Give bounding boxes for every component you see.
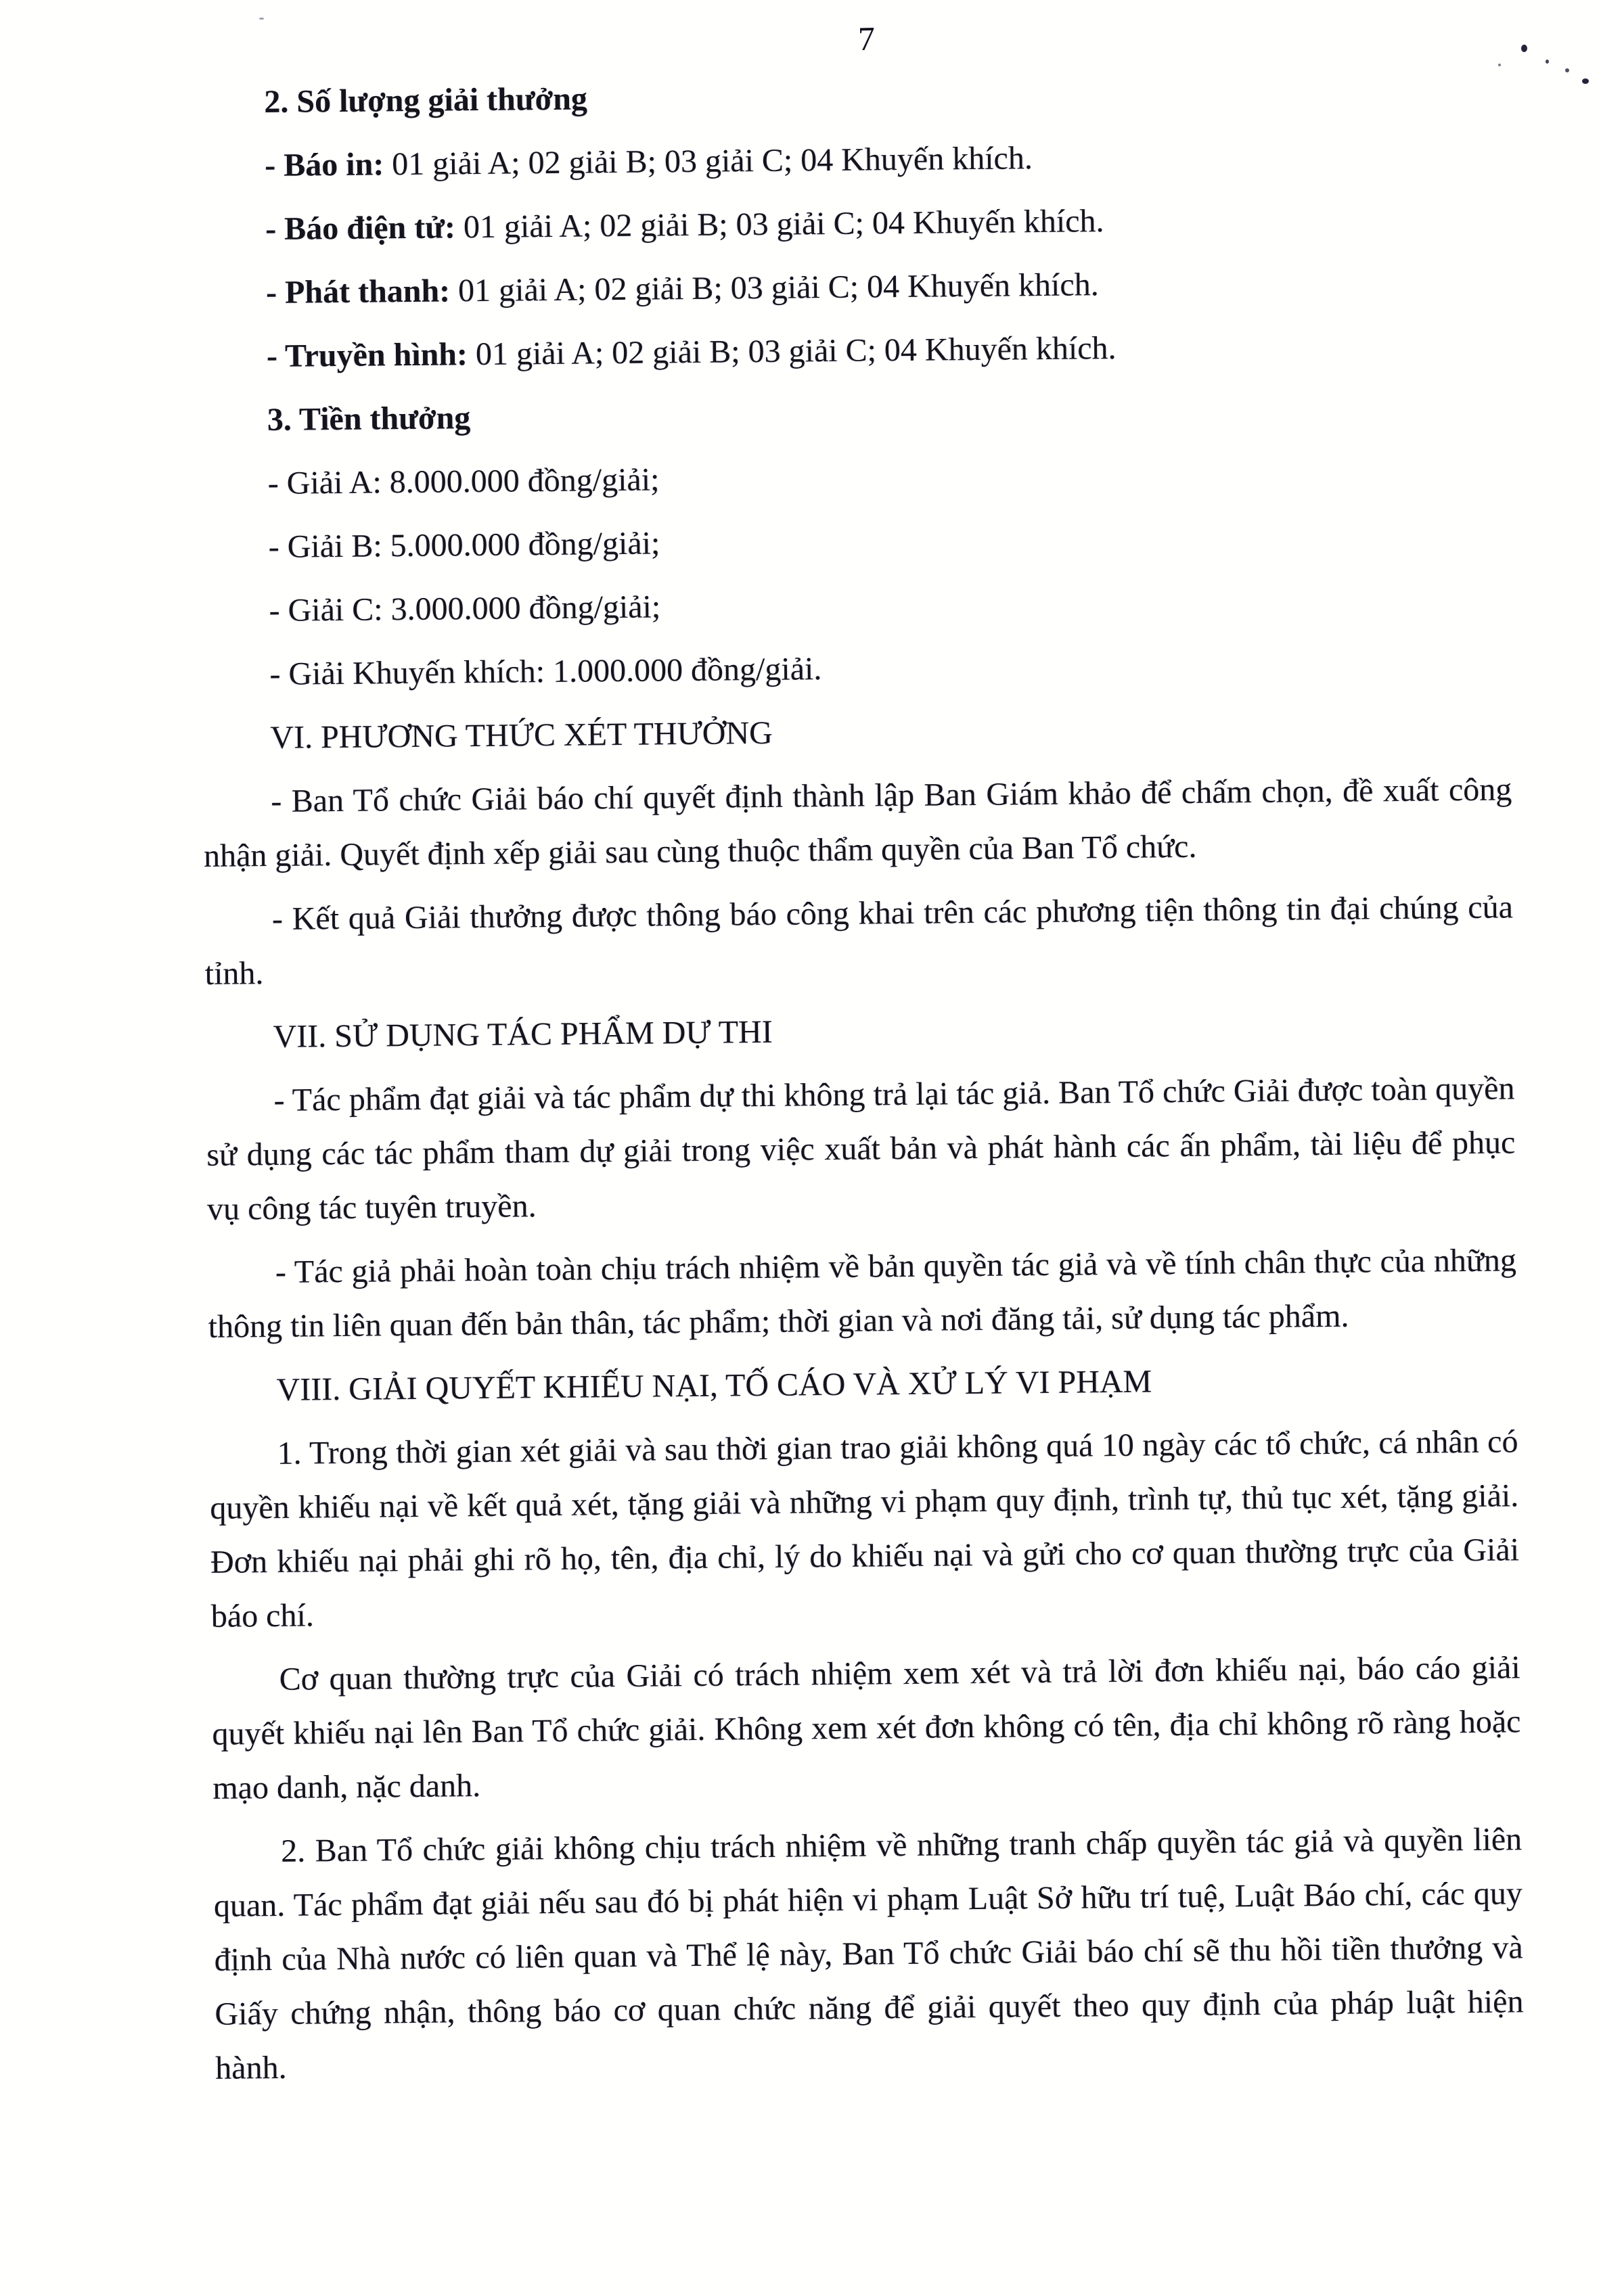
section-heading-vi [202, 699, 1512, 766]
section-heading-vii [205, 998, 1514, 1065]
list-item-bao-in [197, 127, 1506, 193]
text-run: - Ban Tổ chức Giải báo chí quyết định thành lập Ban Giám khảo để chấm chọn, đề xuất công nhận giải. Quyết định xếp giải sau cùng thuộc thẩm quyền của Ban Tổ chức. [203, 771, 1512, 874]
paragraph [204, 880, 1514, 1001]
text-run: - Kết quả Giải thưởng được thông báo công khai trên các phương tiện thông tin đại chúng của tỉnh. [204, 889, 1514, 992]
text-run: VIII. GIẢI QUYẾT KHIẾU NẠI, TỐ CÁO VÀ XỬ LÝ VI PHẠM [276, 1363, 1152, 1408]
paragraph [209, 1415, 1520, 1644]
bold-run: - Phát thanh: [265, 273, 451, 311]
list-item-truyen-hinh [199, 317, 1508, 384]
paragraph [211, 1640, 1521, 1816]
paragraph [208, 1233, 1517, 1354]
text-run: VI. PHƯƠNG THỨC XÉT THƯỞNG [270, 714, 773, 756]
bold-run: 3. Tiền thưởng [267, 400, 471, 438]
text-run: 01 giải A; 02 giải B; 03 giải C; 04 Khuyến khích. [467, 329, 1117, 373]
list-item-bao-dien-tu [198, 190, 1507, 257]
scan-speck [1546, 60, 1549, 64]
text-run: - Giải Khuyến khích: 1.000.000 đồng/giải. [269, 651, 822, 692]
text-run: - Giải C: 3.000.000 đồng/giải; [269, 589, 661, 629]
text-run: - Giải B: 5.000.000 đồng/giải; [268, 525, 660, 566]
bold-run: 2. Số lượng giải thưởng [264, 81, 588, 120]
heading-so-luong-giai-thuong [196, 63, 1506, 130]
list-item-giai-khuyen-khich [202, 635, 1511, 702]
paragraph [206, 1061, 1516, 1237]
scan-speck [259, 18, 264, 20]
scan-speck [1582, 78, 1589, 84]
list-item-giai-a [200, 444, 1509, 511]
section-heading-viii [208, 1351, 1518, 1418]
text-run: - Tác phẩm đạt giải và tác phẩm dự thi không trả lại tác giả. Ban Tổ chức Giải được toàn quyền sử dụng các tác phẩm tham dự giải trong việc xuất bản và phát hành các ấn phẩm, tài liệu để phục vụ công tác tuyên truyền. [206, 1070, 1516, 1227]
scan-speck [1565, 68, 1569, 72]
list-item-giai-c [201, 572, 1510, 639]
text-run: Cơ quan thường trực của Giải có trách nhiệm xem xét và trả lời đơn khiếu nại, báo cáo giải quyết khiếu nại lên Ban Tổ chức giải. Không xem xét đơn không có tên, địa chỉ không rõ ràng hoặc mạo danh, nặc danh. [212, 1649, 1521, 1806]
document-body [196, 63, 1525, 2105]
list-item-phat-thanh [198, 254, 1508, 321]
text-run: 01 giải A; 02 giải B; 03 giải C; 04 Khuyến khích. [449, 267, 1099, 309]
text-run: 1. Trong thời gian xét giải và sau thời gian trao giải không quá 10 ngày các tổ chức, cá nhân có quyền khiếu nại về kết quả xét, tặng giải và những vi phạm quy định, trình tự, thủ tục xét, tặng giải. Đơn khiếu nại phải ghi rõ họ, tên, địa chỉ, lý do khiếu nại và gửi cho cơ quan thường trực của Giải báo chí. [210, 1423, 1520, 1634]
page-number: 7 [857, 19, 876, 58]
list-item-giai-b [200, 508, 1510, 575]
text-run: VII. SỬ DỤNG TÁC PHẨM DỰ THI [273, 1013, 773, 1055]
text-run: - Giải A: 8.000.000 đồng/giải; [267, 461, 660, 502]
heading-tien-thuong [200, 381, 1509, 448]
bold-run: - Truyền hình: [266, 336, 468, 375]
paragraph [213, 1812, 1525, 2096]
text-run: - Tác giả phải hoàn toàn chịu trách nhiệm về bản quyền tác giả và về tính chân thực của những thông tin liên quan đến bản thân, tác phẩm; thời gian và nơi đăng tải, sử dụng tác phẩm. [208, 1242, 1517, 1345]
text-run: 2. Ban Tổ chức giải không chịu trách nhiệm về những tranh chấp quyền tác giả và quyền liên quan. Tác phẩm đạt giải nếu sau đó bị phát hiện vi phạm Luật Sở hữu trí tuệ, Luật Báo chí, các quy định của Nhà nước có liên quan và Thể lệ này, Ban Tổ chức Giải báo chí sẽ thu hồi tiền thưởng và Giấy chứng nhận, thông báo cơ quan chức năng để giải quyết theo quy định của pháp luật hiện hành. [213, 1821, 1524, 2086]
text-run: 01 giải A; 02 giải B; 03 giải C; 04 Khuyến khích. [384, 140, 1033, 183]
bold-run: - Báo điện tử: [265, 209, 456, 248]
paragraph [203, 762, 1512, 883]
bold-run: - Báo in: [265, 146, 384, 184]
scan-speck [1521, 45, 1527, 52]
text-run: 01 giải A; 02 giải B; 03 giải C; 04 Khuyến khích. [455, 203, 1104, 246]
